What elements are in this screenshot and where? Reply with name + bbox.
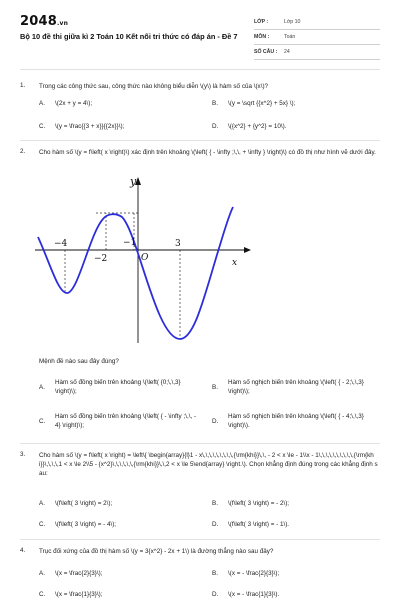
origin-label: O xyxy=(141,253,149,263)
meta-key: MÔN : xyxy=(254,34,270,40)
meta-value: Lớp 10 xyxy=(284,19,301,25)
tick-label: −4 xyxy=(54,239,68,249)
option-text: \(x = - \frac{1}{3}\). xyxy=(228,591,280,598)
meta-value: 24 xyxy=(284,49,290,55)
option-text: \(2x + y = 4\); xyxy=(55,100,93,107)
answer-option[interactable] xyxy=(39,378,209,398)
option-text: \(y = \sqrt {{x^2} + 5x} \); xyxy=(228,100,296,107)
tick-label: 3 xyxy=(175,239,181,249)
option-letter: B. xyxy=(212,570,218,577)
option-letter: C. xyxy=(39,521,46,528)
function-curve xyxy=(38,207,233,339)
site-logo[interactable] xyxy=(20,14,68,29)
option-text: \(y = \frac{{3 + x}}{{2x}}\); xyxy=(55,123,125,130)
option-text: \(f\left( 3 \right) = 2\); xyxy=(55,500,113,507)
question-number: 2. xyxy=(20,148,26,155)
option-text: \(f\left( 3 \right) = - 4\); xyxy=(55,521,117,528)
question-text: Trong các công thức sau, công thức nào không biểu diễn \(y\) là hàm số của \(x\)? xyxy=(39,83,269,90)
meta-key: LỚP : xyxy=(254,19,269,25)
logo-text: 2048 xyxy=(20,14,57,29)
option-letter: C. xyxy=(39,123,46,130)
option-text: \(f\left( 3 \right) = - 2\); xyxy=(228,500,290,507)
option-letter: D. xyxy=(212,591,219,598)
option-letter: A. xyxy=(39,500,45,507)
option-letter: D. xyxy=(212,521,219,528)
question-text: Trục đối xứng của đồ thị hàm số \(y = 3{x^2} - 2x + 1\) là đường thẳng nào sau đây? xyxy=(39,548,274,555)
option-letter: A. xyxy=(39,384,45,391)
page-title: Bộ 10 đề thi giữa kì 2 Toán 10 Kết nối tri thức có đáp án - Đề 7 xyxy=(20,32,238,41)
option-text: \(x = \frac{1}{3}\); xyxy=(55,591,103,598)
answer-option[interactable] xyxy=(39,412,209,432)
option-letter: A. xyxy=(39,100,45,107)
question-text: Cho hàm số \(y = f\left( x \right)\) xác định trên khoảng \(\left( { - \infty ;\,\, + \infty } \right)\) có đồ thị như hình vẽ dưới đây. xyxy=(39,149,376,156)
meta-row-subject xyxy=(254,31,380,45)
option-text: \({x^2} + {y^2} = 10\). xyxy=(228,123,287,130)
question-text: Cho hàm số \(y = f\left( x \right) = \left\{ \begin{array}{l}1 - x\,\,\,\,\,\,\,\,\,{\rm{khi}}\,\, - 2 < x \le - 1\\x - 1\,\,\,\,\,\,\,\,\,\,{\rm{khi}}\,\,\,\,1 < x \le 2\\5 - {x^2}\,\,\,\,\,\,{\rm{khi}}\,\,2 < x \le 5\end{array} \right.\). Chọn khẳng định đúng trong các khẳng định sau: xyxy=(39,452,378,477)
header-divider xyxy=(20,69,380,70)
option-text: Hàm số đồng biến trên khoảng \(\left( { - \infty ;\,\, - 4} \right)\); xyxy=(55,413,197,429)
option-text: \(x = - \frac{2}{3}\); xyxy=(228,570,280,577)
option-letter: B. xyxy=(212,100,218,107)
logo-suffix: .vn xyxy=(56,20,69,27)
option-letter: C. xyxy=(39,591,46,598)
option-letter: B. xyxy=(212,500,218,507)
question-prompt: Mệnh đề nào sau đây đúng? xyxy=(39,358,119,365)
meta-row-class xyxy=(254,16,380,30)
option-text: \(f\left( 3 \right) = - 1\). xyxy=(228,521,290,528)
meta-key: SỐ CÂU : xyxy=(254,49,278,55)
option-text: Hàm số nghịch biến trên khoảng \(\left( { - 2;\,\,3} \right)\); xyxy=(228,379,364,395)
question-divider xyxy=(20,140,380,141)
tick-label: −1 xyxy=(123,238,137,248)
meta-value: Toán xyxy=(284,34,296,40)
question-number: 1. xyxy=(20,82,26,89)
answer-option[interactable] xyxy=(212,412,382,432)
option-letter: D. xyxy=(212,418,219,425)
x-axis-label: x xyxy=(232,258,238,268)
question-divider xyxy=(20,443,380,444)
x-axis-arrow xyxy=(244,247,251,253)
y-axis-label: y xyxy=(130,175,137,188)
option-text: Hàm số nghịch biến trên khoảng \(\left( { - 4;\,\,3} \right)\). xyxy=(228,413,364,429)
tick-label: −2 xyxy=(94,254,108,264)
meta-row-count xyxy=(254,46,380,60)
question-number: 3. xyxy=(20,451,26,458)
option-text: Hàm số đồng biến trên khoảng \(\left( {0;\,\,3} \right)\); xyxy=(55,379,181,395)
option-letter: A. xyxy=(39,570,45,577)
option-letter: C. xyxy=(39,418,46,425)
option-letter: B. xyxy=(212,384,218,391)
answer-option[interactable] xyxy=(212,378,382,398)
option-letter: D. xyxy=(212,123,219,130)
question-divider xyxy=(20,539,380,540)
function-graph xyxy=(30,173,256,345)
option-text: \(x = \frac{2}{3}\); xyxy=(55,570,103,577)
question-number: 4. xyxy=(20,547,26,554)
